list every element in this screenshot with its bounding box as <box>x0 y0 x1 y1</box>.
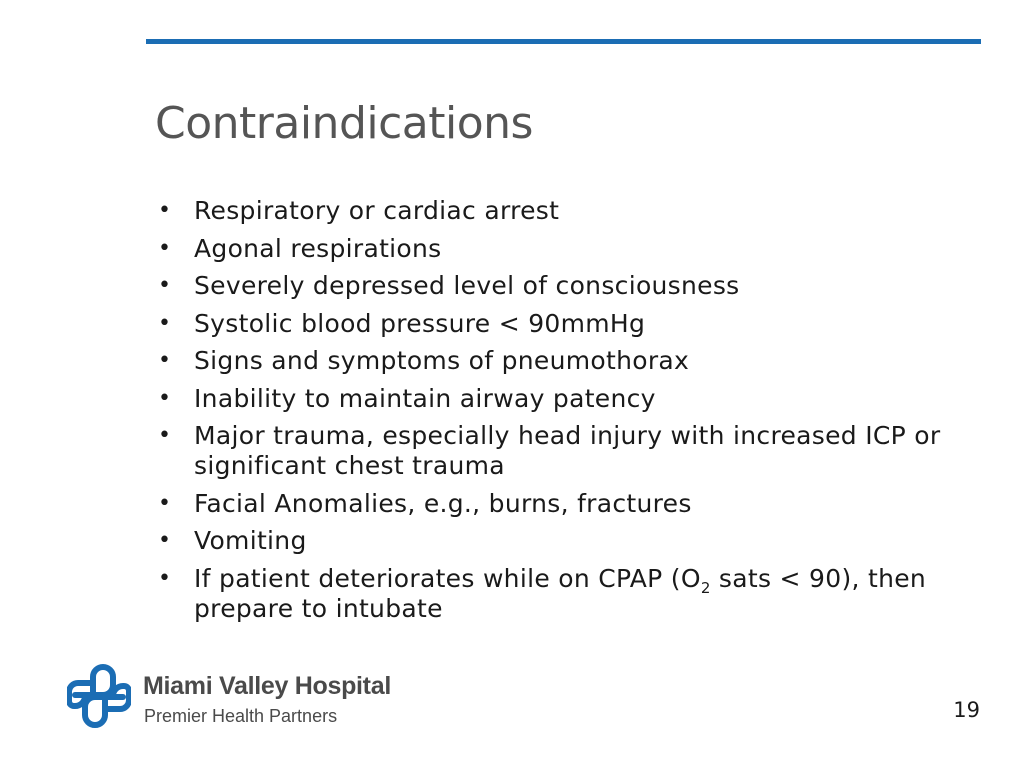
hospital-logo <box>67 663 412 733</box>
bullet-icon: • <box>158 490 172 516</box>
list-item: • Major trauma, especially head injury with increased ICP or significant chest trauma <box>158 421 941 480</box>
list-item: • If patient deteriorates while on CPAP ($O_2$ sats < 90), then prepare to intubate <box>158 563 927 623</box>
logo-name: Miami Valley Hospital <box>143 672 391 700</box>
top-divider-line <box>146 39 981 44</box>
list-item: • Signs and symptoms of pneumothorax <box>158 346 690 375</box>
bullet-icon: • <box>158 565 172 591</box>
bullet-icon: • <box>158 423 172 448</box>
bullet-icon: • <box>158 235 172 261</box>
list-item: • Facial Anomalies, e.g., burns, fractures <box>158 488 692 518</box>
interlocking-loops-logo-icon <box>67 663 131 729</box>
subscript-2: 2 <box>700 578 711 597</box>
logo-tagline: Premier Health Partners <box>144 706 338 726</box>
bullet-icon: • <box>158 348 172 373</box>
bullet-icon: • <box>158 310 172 336</box>
contraindications-list <box>156 196 956 631</box>
bullet-icon: • <box>158 273 172 298</box>
list-item: • Inability to maintain airway patency <box>158 383 656 413</box>
page-number: 19 <box>953 698 980 722</box>
list-item: • Vomiting <box>158 526 307 555</box>
bullet-icon: • <box>158 528 172 553</box>
bullet-icon: • <box>158 198 172 223</box>
slide-title: Contraindications <box>155 98 533 149</box>
bullet-icon: • <box>158 385 172 411</box>
list-item: • Respiratory or cardiac arrest <box>158 196 560 225</box>
list-item: • Severely depressed level of consciousness <box>158 271 740 300</box>
list-item: • Systolic blood pressure < 90mmHg <box>158 308 646 338</box>
list-item: • Agonal respirations <box>158 233 442 263</box>
